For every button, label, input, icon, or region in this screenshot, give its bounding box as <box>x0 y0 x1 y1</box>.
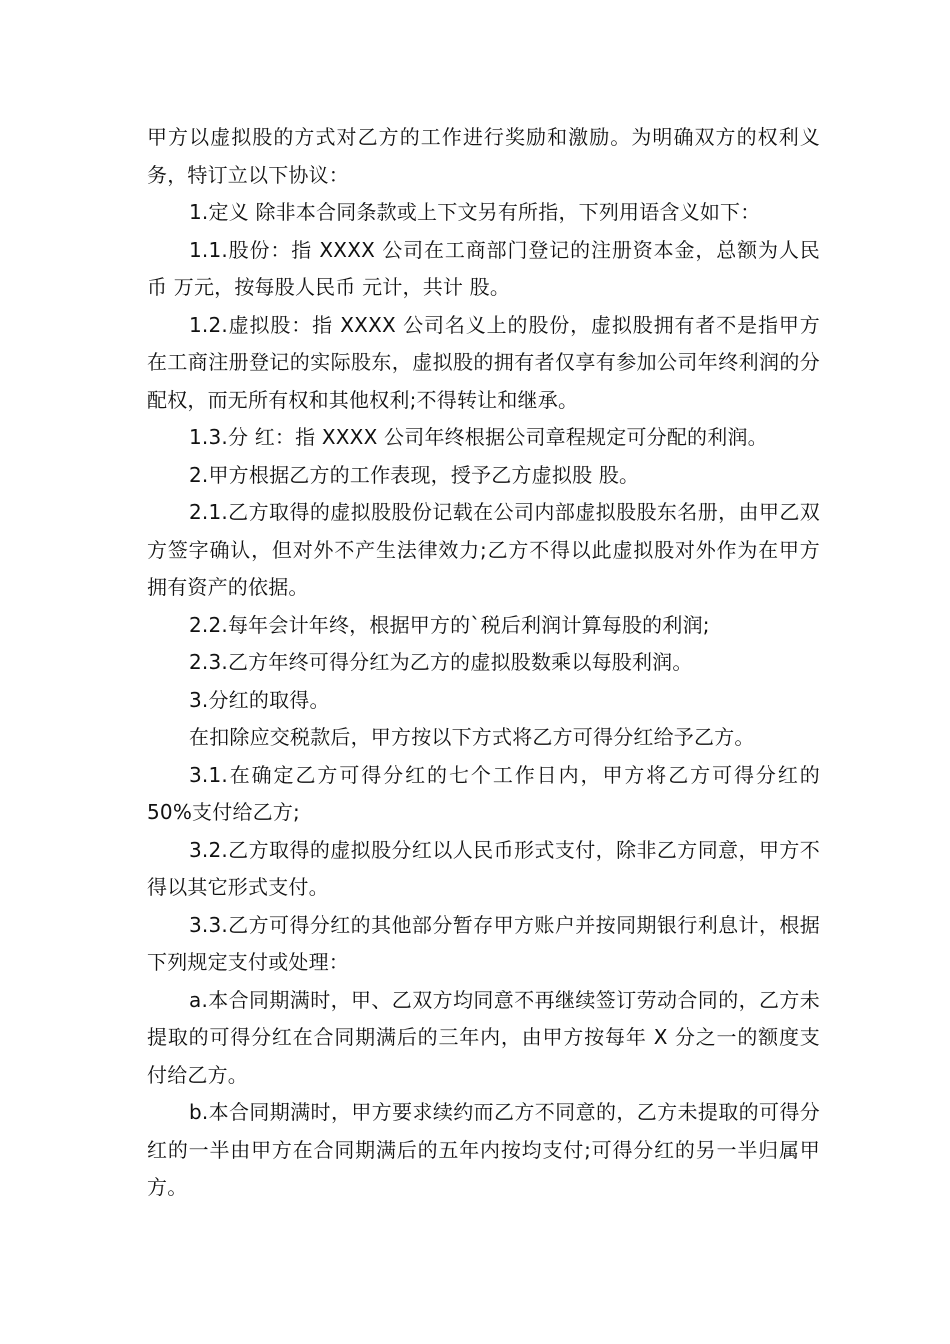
paragraph-clause-3-2: 3.2.乙方取得的虚拟股分红以人民币形式支付，除非乙方同意，甲方不得以其它形式支付。 <box>147 837 820 899</box>
paragraph-clause-1-3: 1.3.分 红：指 XXXX 公司年终根据公司章程规定可分配的利润。 <box>189 425 768 449</box>
paragraph-definition: 1.定义 除非本合同条款或上下文另有所指，下列用语含义如下： <box>189 200 761 224</box>
paragraph-clause-3-3: 3.3.乙方可得分红的其他部分暂存甲方账户并按同期银行利息计，根据下列规定支付或处理： <box>147 912 820 974</box>
paragraph-clause-3-intro: 在扣除应交税款后，甲方按以下方式将乙方可得分红给予乙方。 <box>189 725 755 749</box>
paragraph-clause-2: 2.甲方根据乙方的工作表现，授予乙方虚拟股 股。 <box>189 462 640 487</box>
paragraph-clause-1-2: 1.2.虚拟股：指 XXXX 公司名义上的股份，虚拟股拥有者不是指甲方在工商注册登记的实际股东，虚拟股的拥有者仅享有参加公司年终利润的分配权，而无所有权和其他权利;不得转让和继承。 <box>147 312 820 412</box>
paragraph-clause-1-1: 1.1.股份：指 XXXX 公司在工商部门登记的注册资本金，总额为人民币 万元，按每股人民币 元计，共计 股。 <box>147 237 820 299</box>
paragraph-clause-b: b.本合同期满时，甲方要求续约而乙方不同意的，乙方未提取的可得分红的一半由甲方在合同期满后的五年内按均支付;可得分红的另一半归属甲方。 <box>147 1100 820 1199</box>
paragraph-clause-2-1: 2.1.乙方取得的虚拟股股份记载在公司内部虚拟股股东名册，由甲乙双方签字确认，但对外不产生法律效力;乙方不得以此虚拟股对外作为在甲方拥有资产的依据。 <box>147 500 820 599</box>
paragraph-clause-3: 3.分红的取得。 <box>189 687 330 712</box>
document-body <box>147 119 820 1207</box>
paragraph-clause-2-2: 2.2.每年会计年终，根据甲方的`税后利润计算每股的利润; <box>189 612 710 637</box>
paragraph-clause-2-3: 2.3.乙方年终可得分红为乙方的虚拟股数乘以每股利润。 <box>189 650 693 674</box>
paragraph-intro: 甲方以虚拟股的方式对乙方的工作进行奖励和激励。为明确双方的权利义务，特订立以下协议： <box>147 125 820 187</box>
paragraph-clause-3-1: 3.1.在确定乙方可得分红的七个工作日内，甲方将乙方可得分红的 50%支付给乙方; <box>147 762 820 824</box>
paragraph-clause-a: a.本合同期满时，甲、乙双方均同意不再继续签订劳动合同的，乙方未提取的可得分红在合同期满后的三年内，由甲方按每年 X 分之一的额度支付给乙方。 <box>147 987 820 1087</box>
